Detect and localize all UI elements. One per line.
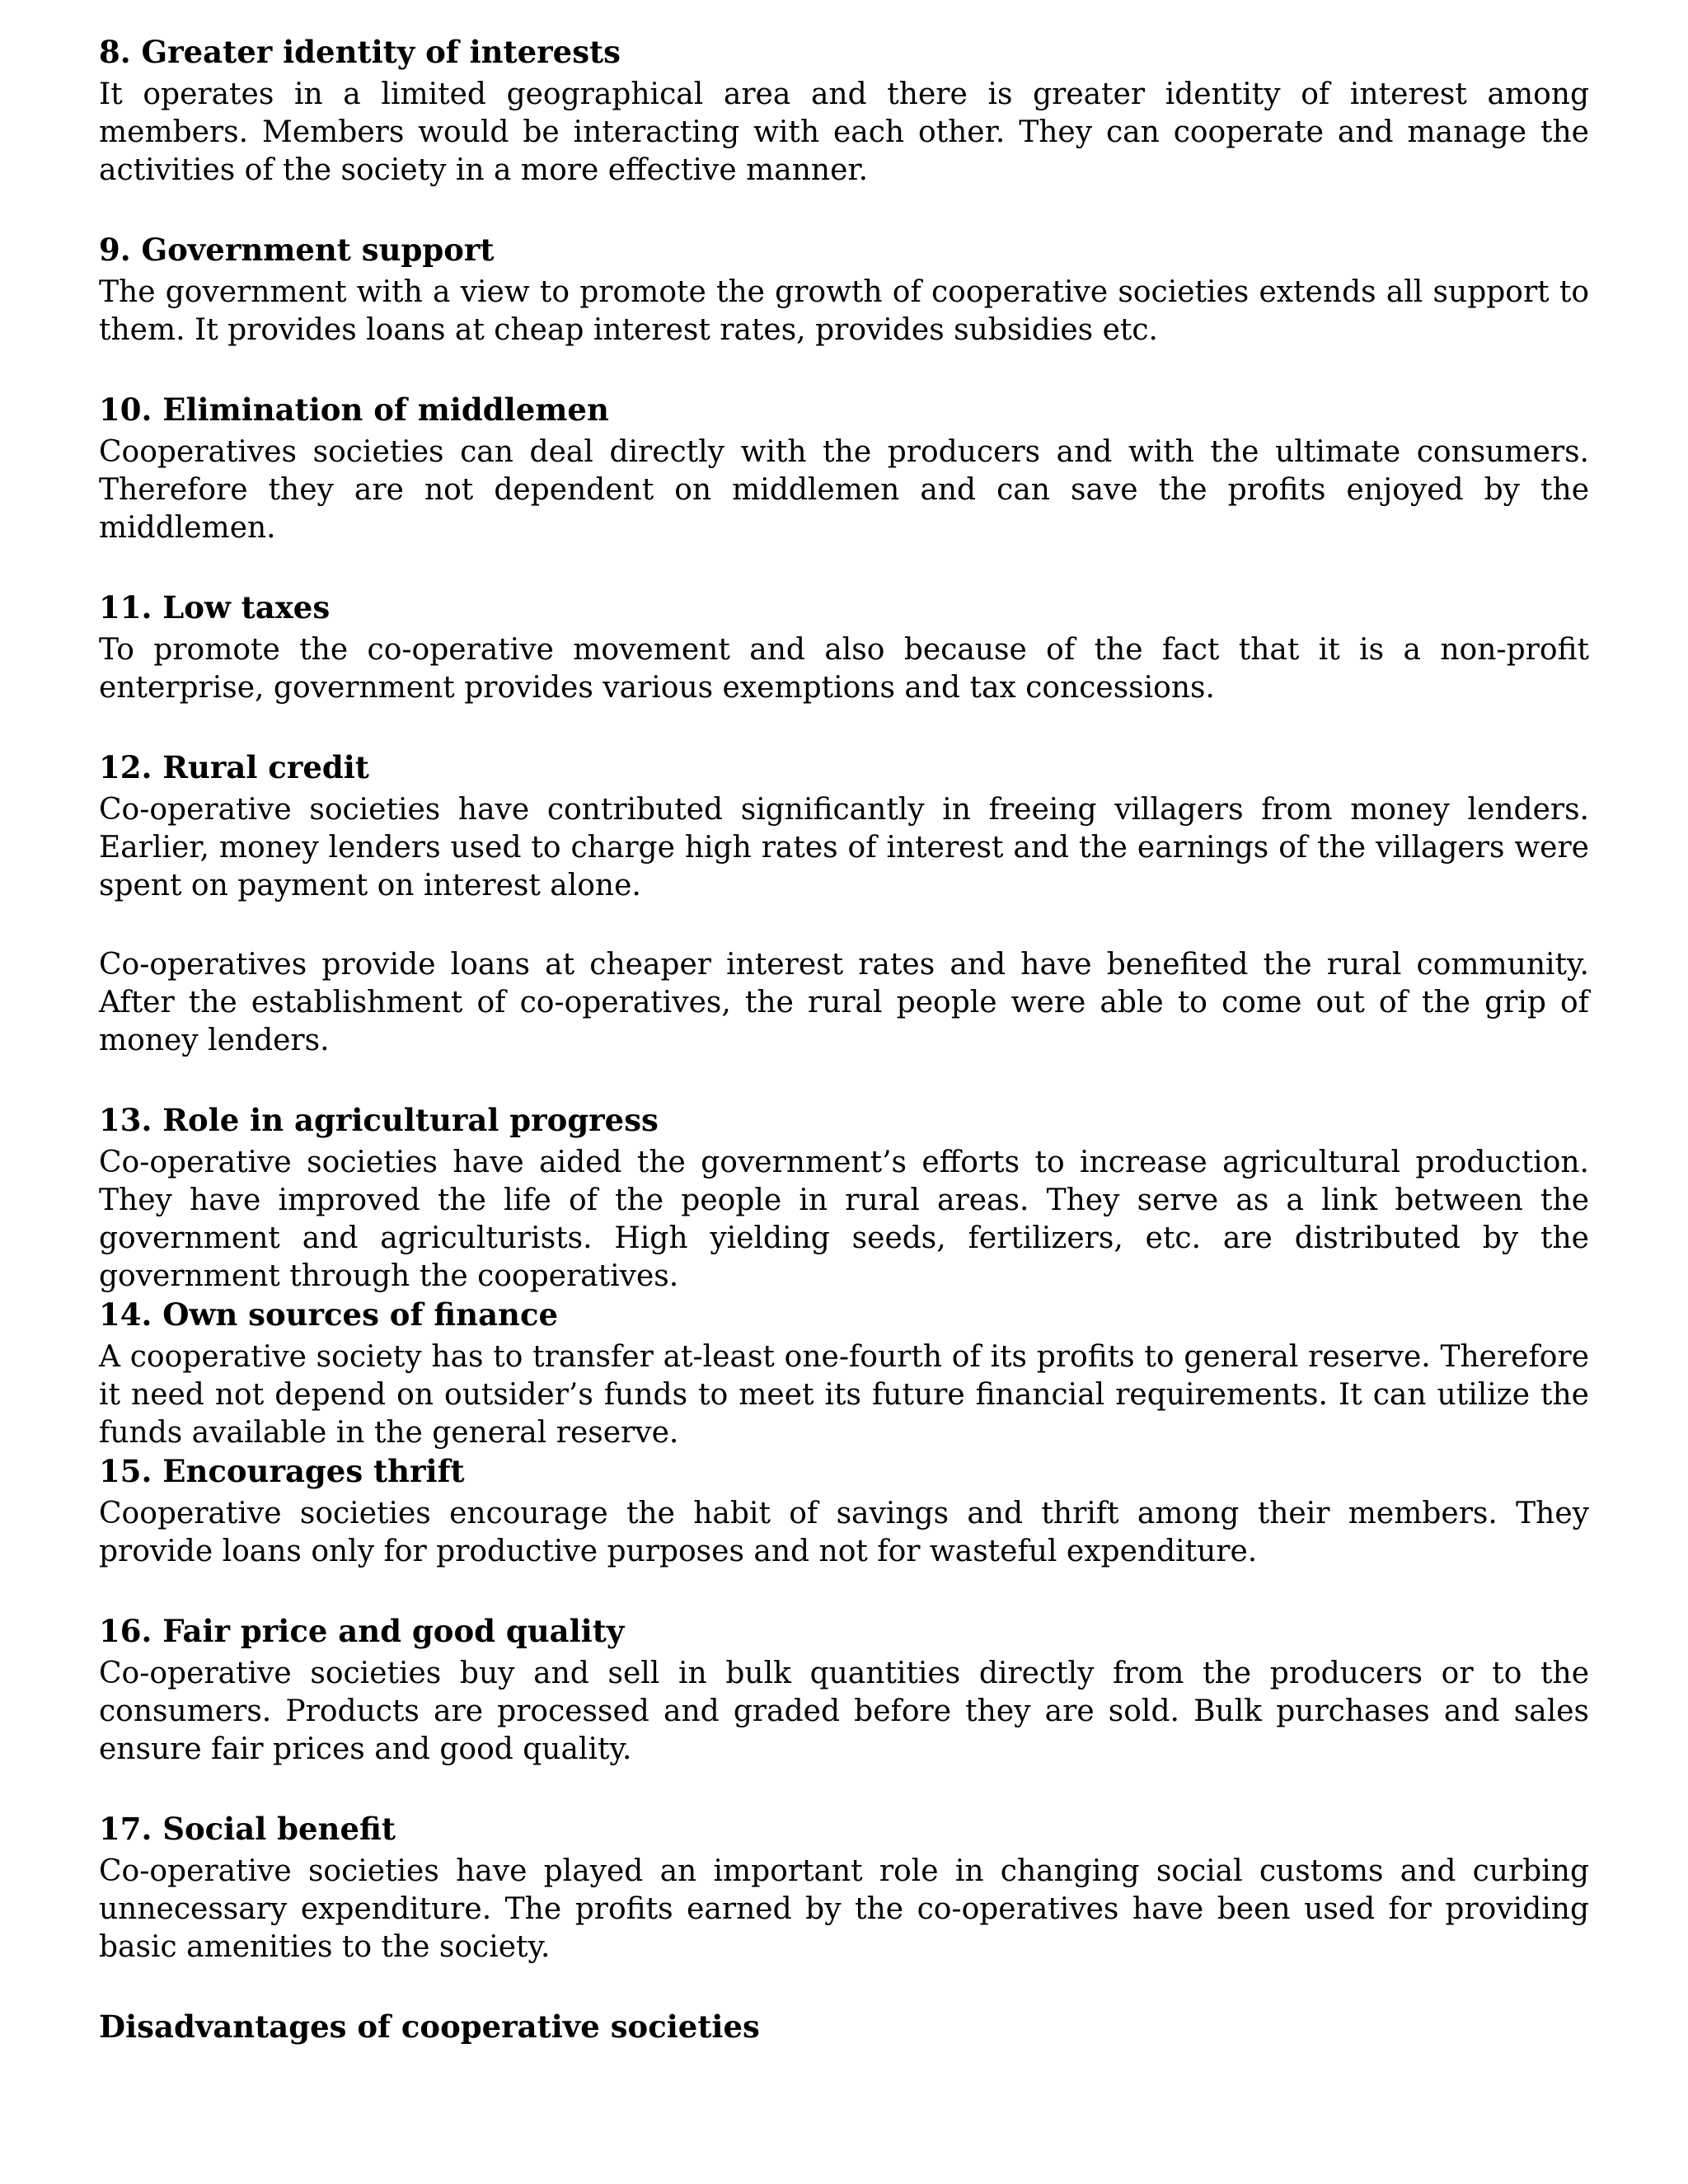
section-low-taxes <box>99 588 1589 707</box>
section-agricultural-progress <box>99 1101 1589 1296</box>
section-elimination-middlemen <box>99 391 1589 547</box>
section-heading: 10. Elimination of middlemen <box>99 391 609 428</box>
section-social-benefit <box>99 1810 1589 1966</box>
section-rural-credit <box>99 748 1589 1060</box>
section-paragraph: A cooperative society has to transfer at-least one-fourth of its profits to general reserve. Therefore it need not depend on outsider’s funds to meet its future financial requirements. It can utilize the funds available in the general reserve. <box>99 1340 1589 1450</box>
section-paragraph: Co-operative societies have contributed significantly in freeing villagers from money lenders. Earlier, money lenders used to charge high rates of interest and the earnings of the villagers were spent on payment on interest alone. <box>99 793 1589 902</box>
section-paragraph: It operates in a limited geographical area and there is greater identity of interest among members. Members would be interacting with each other. They can cooperate and manage the activities of the society in a more effective manner. <box>99 77 1589 187</box>
section-disadvantages <box>99 2008 1589 2046</box>
section-paragraph: Co-operatives provide loans at cheaper interest rates and have benefited the rural community. After the establishment of co-operatives, the rural people were able to come out of the grip of money lenders. <box>99 948 1589 1057</box>
section-heading: 11. Low taxes <box>99 589 331 626</box>
closing-heading: Disadvantages of cooperative societies <box>99 2008 760 2045</box>
document-page <box>99 33 1589 2050</box>
section-paragraph: Cooperative societies encourage the habit of savings and thrift among their members. They provide loans only for productive purposes and not for wasteful expenditure. <box>99 1497 1589 1568</box>
section-heading: 13. Role in agricultural progress <box>99 1102 659 1138</box>
section-paragraph: Co-operative societies have played an important role in changing social customs and curbing unnecessary expenditure. The profits earned by the co-operatives have been used for providing basic amenities to the society. <box>99 1854 1589 1964</box>
section-paragraph: Cooperatives societies can deal directly with the producers and with the ultimate consumers. Therefore they are not dependent on middlemen and can save the profits enjoyed by the middlemen. <box>99 435 1589 545</box>
section-greater-identity <box>99 33 1589 190</box>
section-paragraph: To promote the co-operative movement and also because of the fact that it is a non-profit enterprise, government provides various exemptions and tax concessions. <box>99 633 1589 705</box>
section-paragraph: The government with a view to promote the growth of cooperative societies extends all support to them. It provides loans at cheap interest rates, provides subsidies etc. <box>99 275 1589 347</box>
section-government-support <box>99 231 1589 349</box>
section-heading: 15. Encourages thrift <box>99 1453 465 1489</box>
section-heading: 8. Greater identity of interests <box>99 34 621 70</box>
section-heading: 12. Rural credit <box>99 749 369 785</box>
section-heading: 17. Social benefit <box>99 1811 396 1847</box>
section-encourages-thrift <box>99 1452 1589 1571</box>
section-heading: 14. Own sources of finance <box>99 1296 559 1333</box>
section-paragraph: Co-operative societies have aided the government’s efforts to increase agricultural production. They have improved the life of the people in rural areas. They serve as a link between the government and agriculturists. High yielding seeds, fertilizers, etc. are distributed by the government through the cooperatives. <box>99 1146 1589 1293</box>
section-own-finance <box>99 1296 1589 1452</box>
section-heading: 9. Government support <box>99 232 495 268</box>
section-fair-price <box>99 1612 1589 1769</box>
section-paragraph: Co-operative societies buy and sell in bulk quantities directly from the producers or to the consumers. Products are processed and graded before they are sold. Bulk purchases and sales ensure fair prices and good quality. <box>99 1657 1589 1766</box>
section-heading: 16. Fair price and good quality <box>99 1613 625 1649</box>
